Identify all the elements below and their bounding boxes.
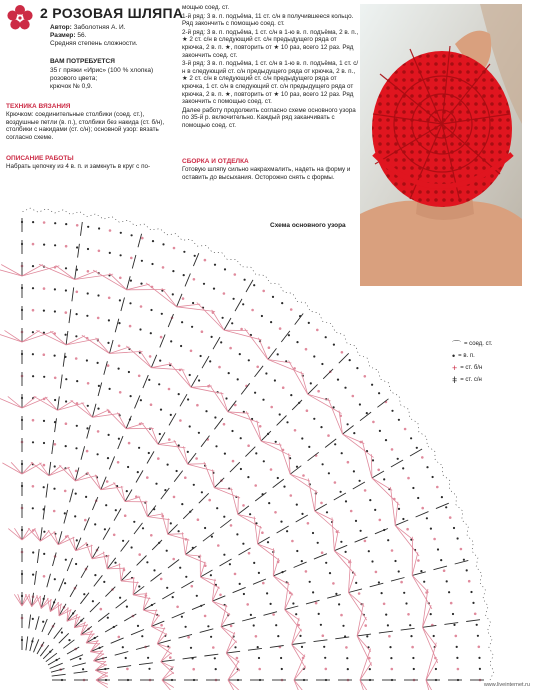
- size-value: 56.: [77, 32, 87, 39]
- legend-label: = в. п.: [458, 353, 475, 359]
- diagram-title: Схема основного узора: [270, 222, 346, 229]
- work-heading: ОПИСАНИЕ РАБОТЫ: [6, 155, 74, 162]
- legend-label: = соед. ст.: [464, 341, 493, 347]
- technique-text: Крючком: соединительные столбики (соед. ст.), воздушные петли (в. п.), столбики без накида (ст. б/н), столбики с накидами (ст. с/н); основной узор: вязать согласно схеме.: [6, 111, 165, 141]
- author-label: Автор:: [50, 24, 72, 31]
- author-value: Заболотняя А. И.: [73, 24, 126, 31]
- materials-hook: крючок № 0,9.: [50, 83, 93, 90]
- legend-label: = ст. с/н: [460, 377, 482, 383]
- materials-yarn: 35 г пряжи «Ирис» (100 % хлопка) розового цвета;: [50, 67, 154, 82]
- assembly-heading: СБОРКА И ОТДЕЛКА: [182, 158, 249, 165]
- rows-next: Далее работу продолжить согласно схеме основного узора по 35-й р. включительно. Каждый ряд заканчивать с помощью соед. ст.: [182, 106, 356, 129]
- row-3: 3-й ряд: 3 в. п. подъёма, 1 ст. с/н в 1-ю в. п. подъёма, 1 ст. с/н в следующий ст. с/н предыдущего ряда от крючка, 2 в. п., ★ 2 ст. с/н в следующий ст. с/н предыдущего ряда от крючка, 1 ст. с/н в следующий ст. с/н предыдущего ряда от крючка, 2 в. п. ★, повторить от ★ 10 раз, всего 12 раз. Ряд закончить с помощью соед. ст.: [182, 60, 359, 106]
- symbol-legend: [452, 338, 522, 386]
- size-label: Размер:: [50, 32, 76, 39]
- legend-item: [452, 362, 522, 374]
- size-line: [50, 32, 175, 40]
- flower-logo-icon: [6, 4, 34, 32]
- technique-heading: ТЕХНИКА ВЯЗАНИЯ: [6, 103, 71, 110]
- chain-stitch-symbol-icon: •: [452, 351, 456, 361]
- row-2: 2-й ряд: 3 в. п. подъёма, 1 ст. с/н в 1-ю в. п. подъёма, 2 в. п., ★ 2 ст. с/н в следующий ст. с/н предыдущего ряда от крючка, 2 в. п. ★, повторить от ★ 10 раз, всего 12 раз. Ряд закончить соед. ст.: [182, 28, 359, 59]
- row-1: 1-й ряд: 3 в. п. подъёма, 11 ст. с/н в получившееся кольцо. Ряд закончить с помощью соед. ст.: [182, 12, 354, 28]
- page-title: 2 РОЗОВАЯ ШЛЯПА: [40, 5, 184, 21]
- legend-item: [452, 338, 522, 350]
- source-credit: www.liveinternet.ru: [483, 682, 530, 688]
- single-crochet-symbol-icon: +: [452, 363, 458, 373]
- legend-label: = ст. б/н: [460, 365, 483, 371]
- author-line: [50, 24, 175, 32]
- double-crochet-symbol-icon: ǂ: [452, 375, 458, 385]
- materials-heading: ВАМ ПОТРЕБУЕТСЯ: [50, 58, 115, 65]
- work-intro: Набрать цепочку из 4 в. п. и замкнуть в круг с по-: [6, 163, 151, 170]
- rows-column: [182, 4, 360, 131]
- legend-item: [452, 374, 522, 386]
- difficulty: Средняя степень сложности.: [50, 40, 138, 47]
- crochet-pattern-diagram: [0, 196, 536, 690]
- materials-list: [50, 67, 180, 91]
- assembly-text: Готовую шляпу сильно накрахмалить, надеть на форму и оставить до высыхания. Осторожно снять с формы.: [182, 166, 351, 181]
- pattern-meta: [50, 24, 175, 48]
- legend-item: [452, 350, 522, 362]
- slip-stitch-symbol-icon: ⌒: [452, 339, 462, 350]
- rows-continuation: мощью соед. ст.: [182, 4, 230, 11]
